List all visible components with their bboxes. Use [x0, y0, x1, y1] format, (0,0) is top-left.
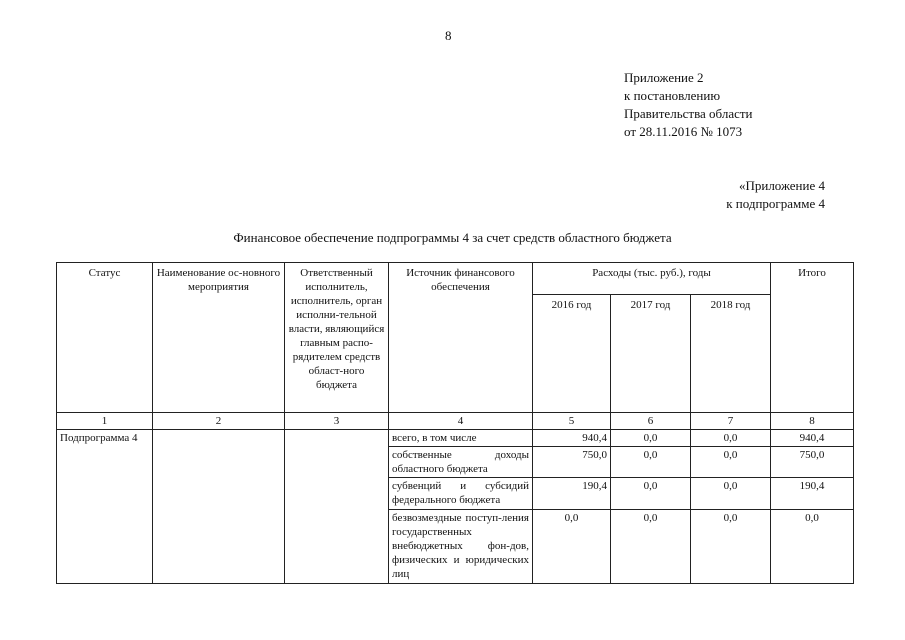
value-2016: 0,0 [533, 510, 611, 584]
value-total: 750,0 [771, 447, 854, 478]
appendix-2-line: от 28.11.2016 № 1073 [624, 124, 743, 139]
value-2018: 0,0 [691, 447, 771, 478]
appendix-4-block [726, 177, 825, 213]
appendix-2-line: Правительства области [624, 106, 753, 121]
responsible-cell [285, 430, 389, 584]
column-number: 3 [285, 413, 389, 430]
value-2017: 0,0 [611, 430, 691, 447]
appendix-4-line: «Приложение 4 [738, 178, 825, 193]
header-name: Наименование ос-новного мероприятия [153, 263, 285, 413]
header-total: Итого [771, 263, 854, 413]
value-2016: 750,0 [533, 447, 611, 478]
source-cell: безвозмездные поступ-ления государственных внебюджетных фон-дов, физических и юридических лиц [389, 510, 533, 584]
financing-table [56, 262, 854, 584]
appendix-4-line: к подпрограмме 4 [726, 196, 825, 211]
value-2017: 0,0 [611, 478, 691, 510]
source-cell: всего, в том числе [389, 430, 533, 447]
column-number: 1 [57, 413, 153, 430]
header-responsible: Ответственный исполнитель, исполнитель, орган исполни-тельной власти, являющийся главным распо-рядителем средств област-ного бюджета [285, 263, 389, 413]
appendix-2-line: к постановлению [624, 88, 721, 103]
column-number: 6 [611, 413, 691, 430]
header-expenses: Расходы (тыс. руб.), годы [533, 263, 771, 295]
status-cell: Подпрограмма 4 [57, 430, 153, 584]
table-row [57, 430, 854, 447]
value-2018: 0,0 [691, 430, 771, 447]
header-year-2017: 2017 год [611, 295, 691, 413]
value-2017: 0,0 [611, 510, 691, 584]
value-2017: 0,0 [611, 447, 691, 478]
header-year-2018: 2018 год [691, 295, 771, 413]
column-number: 2 [153, 413, 285, 430]
name-cell [153, 430, 285, 584]
document-title: Финансовое обеспечение подпрограммы 4 за счет средств областного бюджета [233, 230, 672, 245]
source-cell: собственные доходы областного бюджета [389, 447, 533, 478]
value-2018: 0,0 [691, 510, 771, 584]
source-cell: субвенций и субсидий федерального бюджета [389, 478, 533, 510]
column-number: 8 [771, 413, 854, 430]
value-total: 190,4 [771, 478, 854, 510]
appendix-2-line: Приложение 2 [624, 70, 704, 85]
column-number: 5 [533, 413, 611, 430]
value-total: 0,0 [771, 510, 854, 584]
value-total: 940,4 [771, 430, 854, 447]
header-status: Статус [57, 263, 153, 413]
column-number: 7 [691, 413, 771, 430]
header-year-2016: 2016 год [533, 295, 611, 413]
page-number: 8 [445, 28, 452, 43]
value-2016: 940,4 [533, 430, 611, 447]
header-source: Источник финансового обеспечения [389, 263, 533, 413]
value-2018: 0,0 [691, 478, 771, 510]
column-number: 4 [389, 413, 533, 430]
value-2016: 190,4 [533, 478, 611, 510]
appendix-2-block [624, 69, 753, 141]
